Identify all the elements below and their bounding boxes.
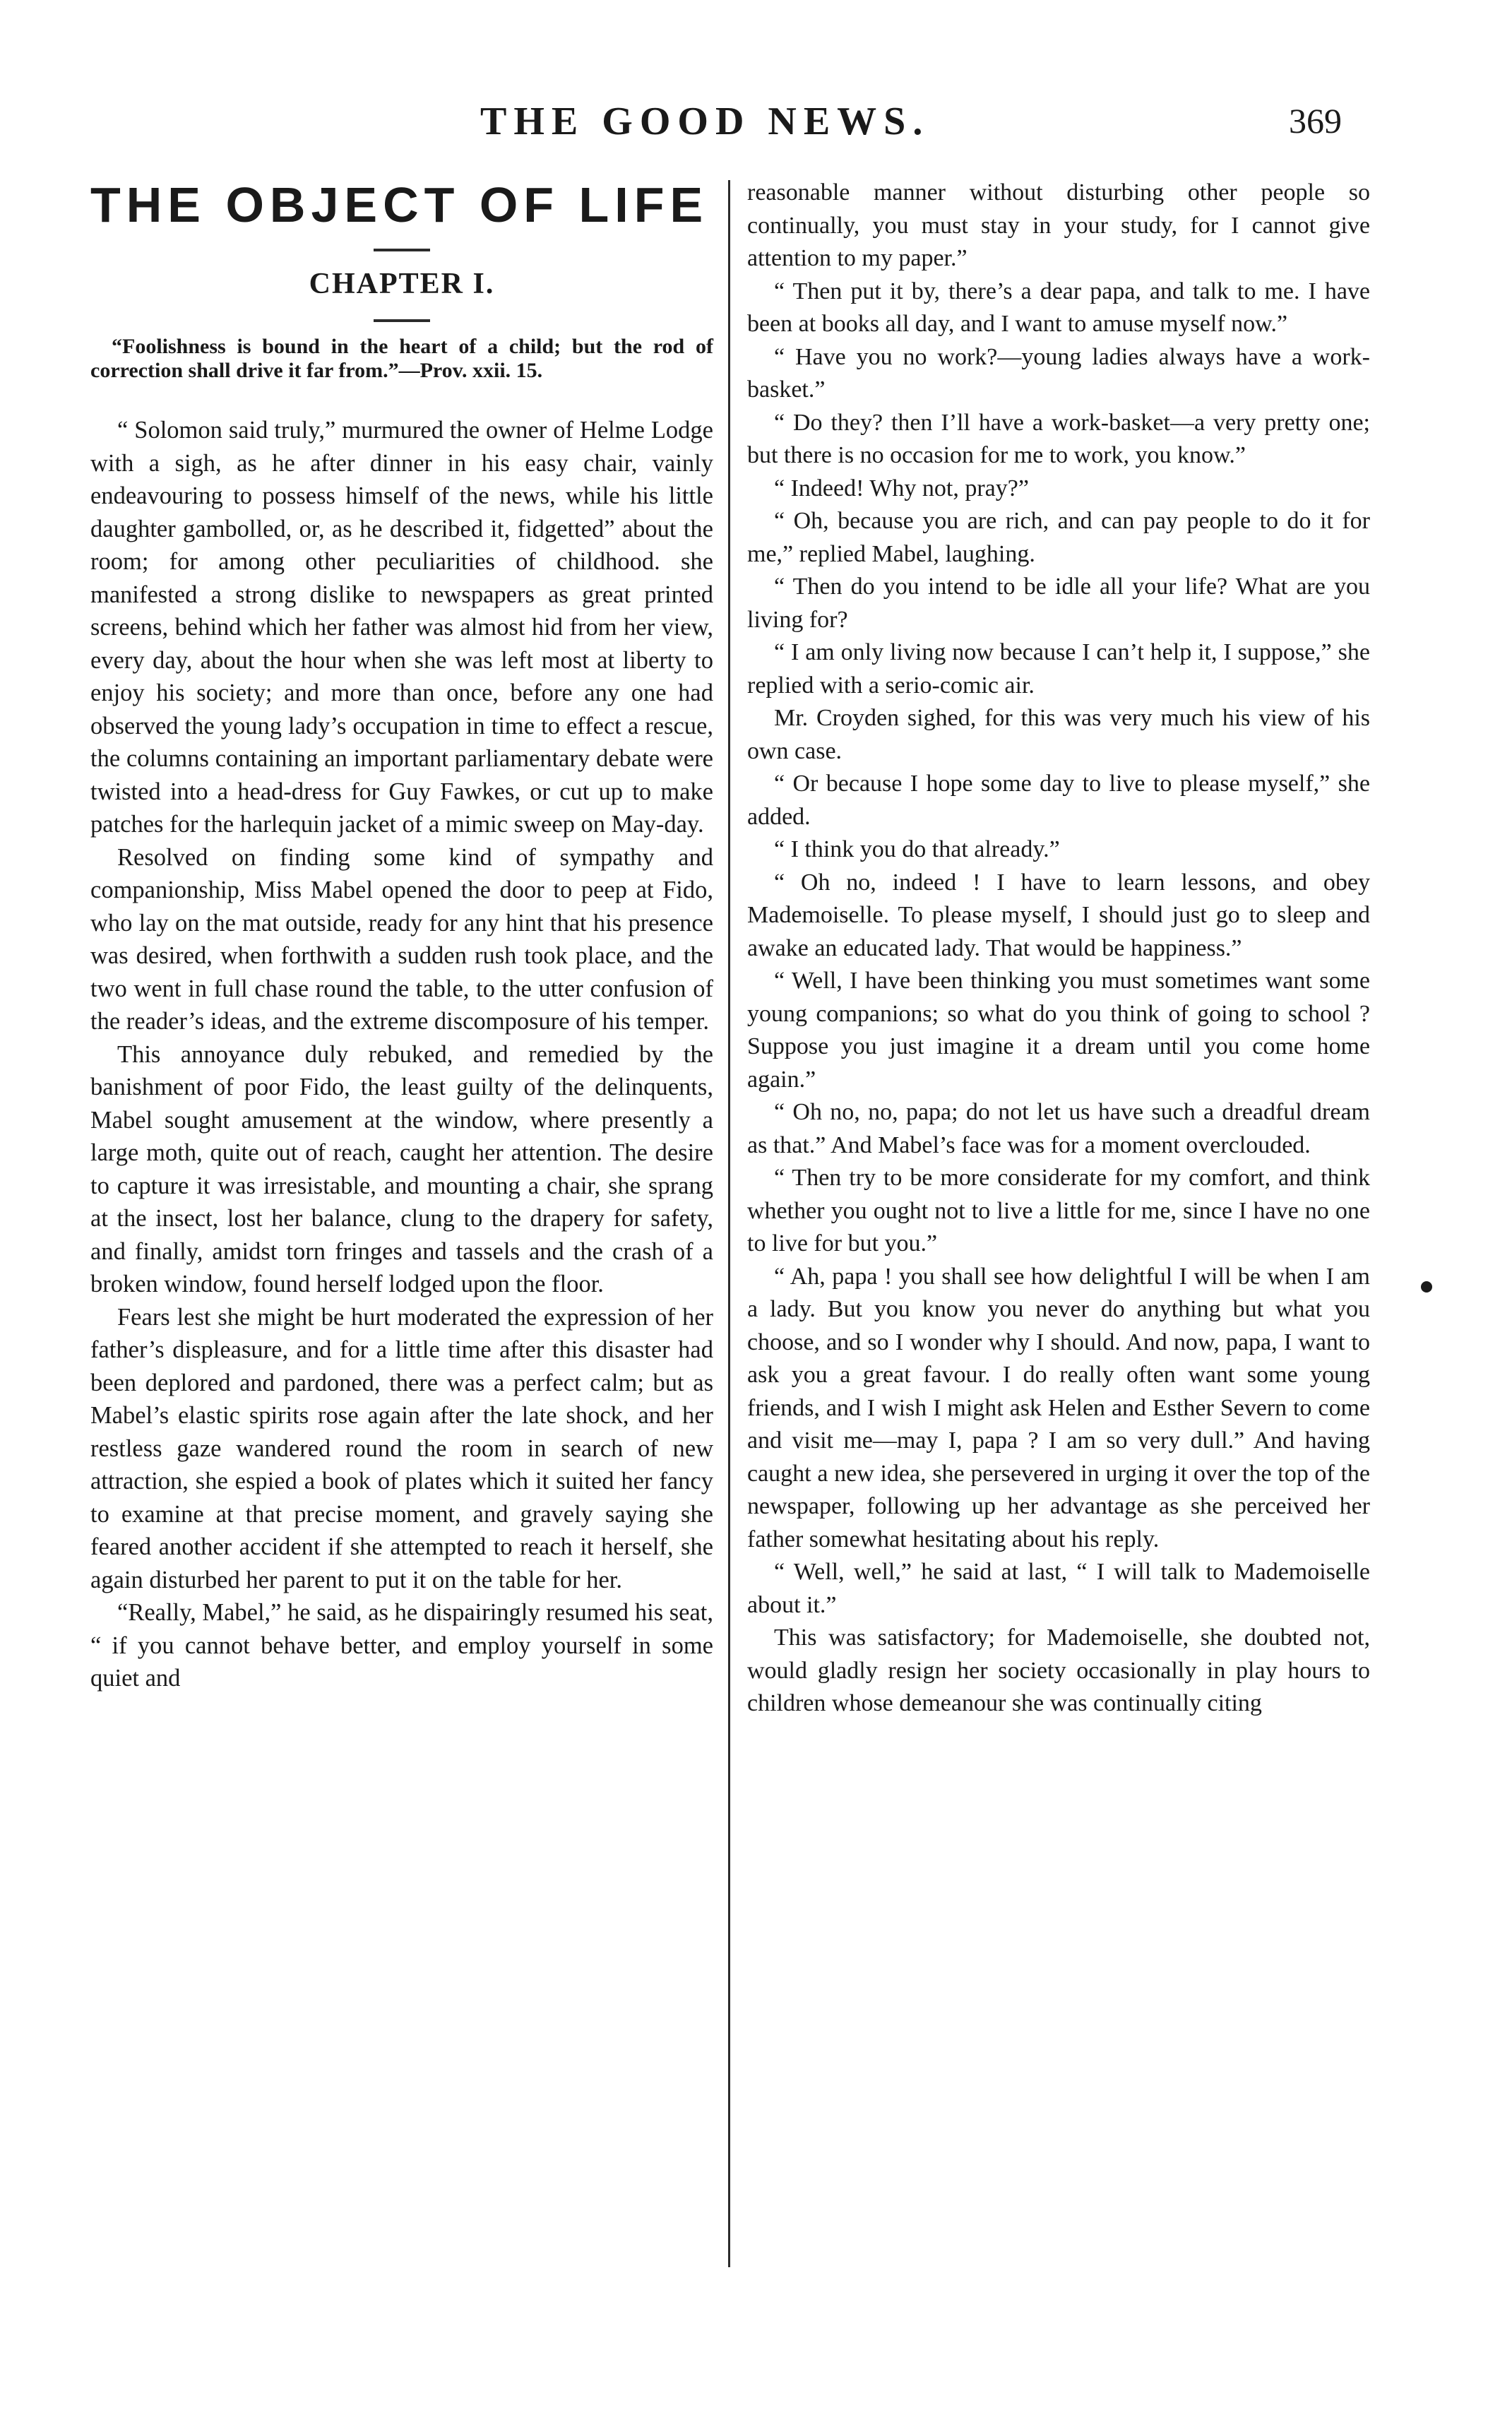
title-rule xyxy=(374,249,430,251)
paragraph: reasonable manner without disturbing other people so continually, you must stay in your study, for I cannot give attention to my paper.” xyxy=(747,179,1370,271)
page-header xyxy=(424,99,1342,155)
running-title: THE GOOD NEWS. xyxy=(480,100,930,143)
paragraph: “ Oh, because you are rich, and can pay people to do it for me,” replied Mabel, laughing. xyxy=(747,508,1370,567)
paragraph: Mr. Croyden sighed, for this was very much his view of his own case. xyxy=(747,705,1370,764)
paragraph: “ I think you do that already.” xyxy=(774,836,1060,862)
paragraph: “ Solomon said truly,” murmured the owner of Helme Lodge with a sigh, as he after dinner in his easy chair, vainly endeavouring to possess himself of the news, while his little daughter gambolled, or, as he described it, fidgetted” about the room; for among other peculiarities of childhood. she manifested a strong dislike to newspapers as great printed screens, behind which her father was almost hid from her view, every day, about the hour when she was left most at liberty to enjoy his society; and more than once, before any one had observed the young lady’s occupation in time to effect a rescue, the columns containing an important parliamentary debate were twisted into a head-dress for Guy Fawkes, or cut up to make patches for the harlequin jacket of a mimic sweep on May-day. xyxy=(90,417,713,838)
paragraph: “ Well, I have been thinking you must sometimes want some young companions; so what do you think of going to school ? Suppose you just imagine it a dream until you come home again.” xyxy=(747,968,1370,1093)
margin-ink-dot xyxy=(1421,1281,1432,1293)
paragraph: This annoyance duly rebuked, and remedied by the banishment of poor Fido, the least guilty of the delinquents, Mabel sought amusement at the window, where presently a large moth, quite out of reach, caught her attention. The desire to capture it was irresistable, and mounting a chair, she sprang at the insect, lost her balance, clung to the drapery for safety, and finally, amidst torn fringes and tassels and the crash of a broken window, found herself lodged upon the floor. xyxy=(90,1040,713,1297)
page-number: 369 xyxy=(1289,101,1342,141)
paragraph: “ Oh no, no, papa; do not let us have such a dreadful dream as that.” And Mabel’s face was for a moment overclouded. xyxy=(747,1099,1370,1158)
paragraph: “ Ah, papa ! you shall see how delightful I will be when I am a lady. But you know you never do anything but what you choose, and so I wonder why I should. And now, papa, I want to ask you a great favour. I do really often want some young friends, and I wish I might ask Helen and Esther Severn to come and visit me—may I, papa ? I am so very dull.” And having caught a new idea, she persevered in urging it over the top of the newspaper, following up her advantage as she perceived her father somewhat hesitating about his reply. xyxy=(747,1263,1370,1552)
chapter-heading: CHAPTER I. xyxy=(309,268,495,300)
right-column xyxy=(747,177,1370,1721)
epigraph: “Foolishness is bound in the heart of a child; but the rod of correction shall drive it far from.”—Prov. xxii. 15. xyxy=(90,335,713,382)
left-column xyxy=(90,177,713,1695)
article-title: THE OBJECT OF LIFE xyxy=(90,177,709,232)
paragraph: “ Oh no, indeed ! I have to learn lessons, and obey Mademoiselle. To please myself, I should just go to sleep and awake an educated lady. That would be happiness.” xyxy=(747,869,1370,961)
paragraph: “ Then try to be more considerate for my comfort, and think whether you ought not to live a little for me, since I have no one to live for but you.” xyxy=(747,1165,1370,1256)
paragraph: Resolved on finding some kind of sympathy and companionship, Miss Mabel opened the door to peep at Fido, who lay on the mat outside, ready for any hint that his presence was desired, when forthwith a sudden rush took place, and the two went in full chase round the table, to the utter confusion of the reader’s ideas, and the extreme discomposure of his temper. xyxy=(90,843,713,1035)
chapter-rule xyxy=(374,319,430,322)
column-rule xyxy=(728,180,730,2267)
paragraph: “ Or because I hope some day to live to please myself,” she added. xyxy=(747,771,1370,830)
paragraph: “ Then do you intend to be idle all your life? What are you living for? xyxy=(747,574,1370,633)
paragraph: “ Have you no work?—young ladies always have a work-basket.” xyxy=(747,343,1370,403)
paragraph: “Really, Mabel,” he said, as he dispairingly resumed his seat, “ if you cannot behave better, and employ yourself in some quiet and xyxy=(90,1599,713,1692)
paragraph: “ Then put it by, there’s a dear papa, and talk to me. I have been at books all day, and I want to amuse myself now.” xyxy=(747,278,1370,337)
paragraph: “ Well, well,” he said at last, “ I will talk to Mademoiselle about it.” xyxy=(747,1559,1370,1618)
paragraph: “ Do they? then I’ll have a work-basket—a very pretty one; but there is no occasion for me to work, you know.” xyxy=(747,409,1370,468)
paragraph: “ I am only living now because I can’t help it, I suppose,” she replied with a serio-comic air. xyxy=(747,639,1370,699)
paragraph: This was satisfactory; for Mademoiselle, she doubted not, would gladly resign her society occasionally in play hours to children whose demeanour she was continually citing xyxy=(747,1624,1370,1716)
paragraph: Fears lest she might be hurt moderated the expression of her father’s displeasure, and for a little time after this disaster had been deplored and pardoned, there was a perfect calm; but as Mabel’s elastic spirits rose again after the late shock, and her restless gaze wandered round the room in search of new attraction, she espied a book of plates which it suited her fancy to examine at that precise moment, and gravely saying she feared another accident if she attempted to reach it herself, she again disturbed her parent to put it on the table for her. xyxy=(90,1303,713,1593)
paragraph: “ Indeed! Why not, pray?” xyxy=(774,475,1029,501)
